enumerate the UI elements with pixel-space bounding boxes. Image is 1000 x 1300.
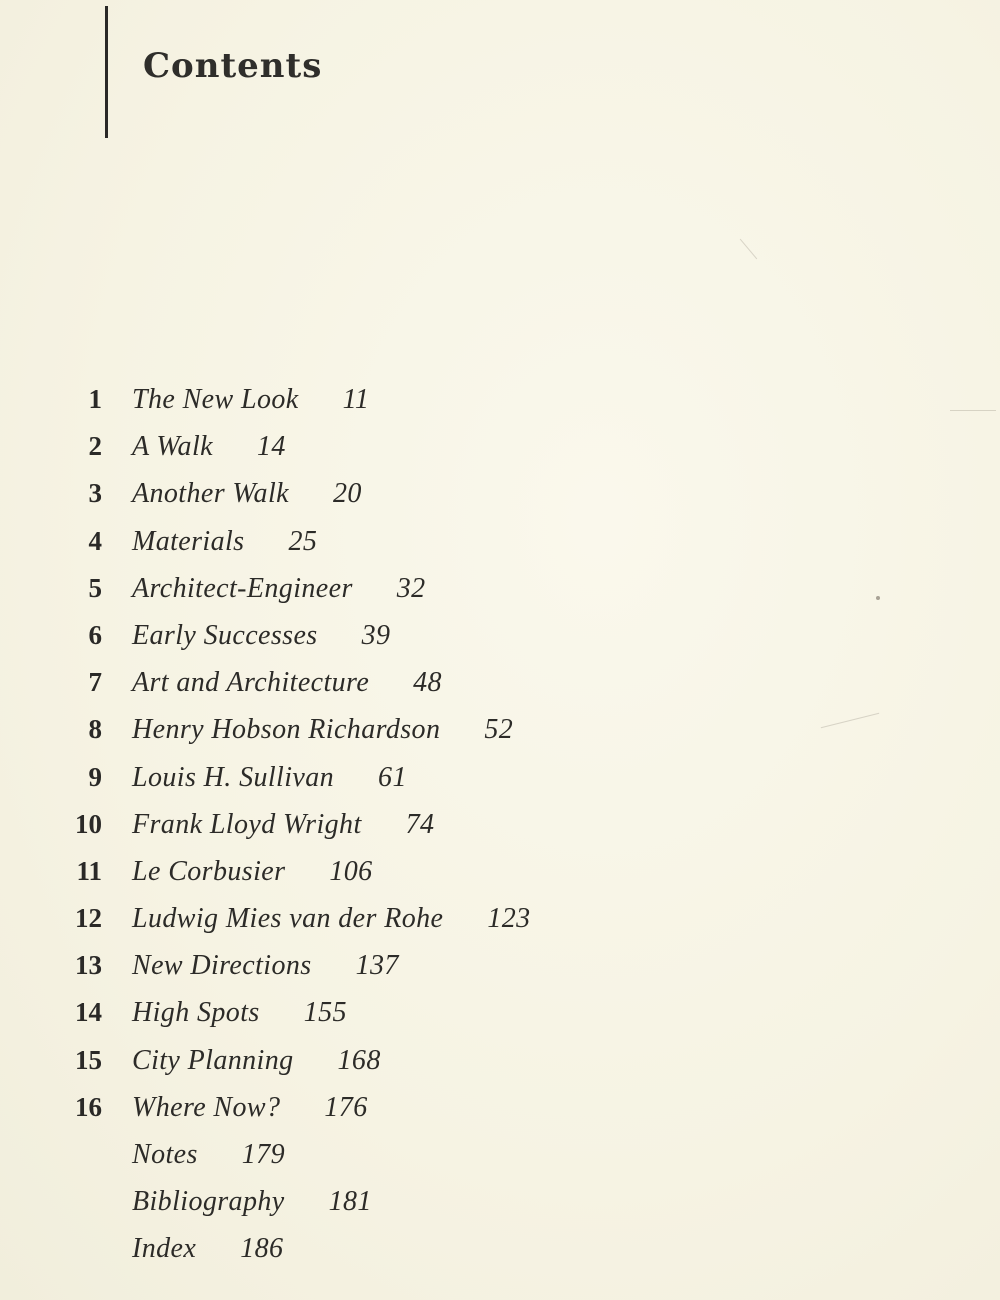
chapter-title: New Directions bbox=[132, 950, 312, 982]
chapter-number: 16 bbox=[75, 1091, 102, 1122]
page-number: 61 bbox=[378, 761, 407, 793]
toc-entry[interactable] bbox=[60, 848, 660, 895]
chapter-title: Where Now? bbox=[132, 1091, 281, 1123]
chapter-number: 1 bbox=[88, 384, 102, 414]
toc-entry[interactable] bbox=[60, 376, 660, 423]
page-number: 176 bbox=[324, 1091, 368, 1123]
toc-entry[interactable] bbox=[60, 1225, 660, 1272]
page-number: 11 bbox=[342, 384, 370, 415]
chapter-title: Early Successes bbox=[132, 619, 318, 651]
chapter-number: 6 bbox=[88, 619, 102, 650]
paper-mark bbox=[950, 410, 996, 411]
vertical-rule bbox=[105, 6, 108, 138]
chapter-number: 2 bbox=[88, 431, 102, 462]
chapter-title: A Walk bbox=[132, 431, 213, 463]
page-number: 179 bbox=[241, 1139, 285, 1170]
page-number: 39 bbox=[361, 619, 391, 651]
page-number: 168 bbox=[337, 1044, 381, 1076]
chapter-title: Bibliography bbox=[132, 1186, 285, 1218]
page-number: 155 bbox=[303, 997, 347, 1029]
chapter-title: Another Walk bbox=[132, 478, 289, 510]
toc-entry[interactable] bbox=[60, 470, 660, 517]
chapter-title: The New Look bbox=[132, 384, 299, 415]
toc-entry[interactable] bbox=[60, 565, 660, 612]
page-number: 106 bbox=[329, 855, 373, 887]
chapter-number: 12 bbox=[75, 903, 102, 934]
toc-entry[interactable] bbox=[60, 942, 660, 989]
toc-entry[interactable] bbox=[60, 895, 660, 942]
toc-entry[interactable] bbox=[60, 423, 660, 470]
chapter-title: Architect-Engineer bbox=[132, 572, 353, 604]
chapter-title: Henry Hobson Richardson bbox=[132, 714, 441, 746]
page-number: 14 bbox=[256, 431, 286, 463]
chapter-number: 11 bbox=[76, 855, 102, 886]
chapter-title: Louis H. Sullivan bbox=[132, 761, 335, 793]
toc-entry[interactable] bbox=[60, 989, 660, 1036]
chapter-number: 9 bbox=[88, 761, 102, 792]
toc-entry[interactable] bbox=[60, 659, 660, 706]
paper-mark bbox=[740, 239, 757, 260]
chapter-number: 10 bbox=[75, 808, 102, 839]
page-number: 186 bbox=[240, 1233, 284, 1265]
page-number: 123 bbox=[487, 903, 531, 935]
chapter-number: 5 bbox=[88, 572, 102, 603]
chapter-number: 14 bbox=[75, 997, 102, 1028]
toc-entry[interactable] bbox=[60, 1084, 660, 1131]
toc-entry[interactable] bbox=[60, 801, 660, 848]
toc-entry[interactable] bbox=[60, 612, 660, 659]
page-number: 20 bbox=[332, 478, 362, 510]
page-number: 25 bbox=[288, 525, 318, 557]
chapter-title: Le Corbusier bbox=[132, 855, 286, 887]
chapter-title: Materials bbox=[132, 525, 245, 557]
chapter-number: 4 bbox=[88, 525, 102, 556]
paper-mark bbox=[876, 596, 880, 600]
chapter-title: City Planning bbox=[132, 1044, 294, 1076]
chapter-title: Notes bbox=[132, 1139, 198, 1170]
chapter-title: High Spots bbox=[132, 997, 260, 1029]
toc-entry[interactable] bbox=[60, 1131, 660, 1178]
page-number: 137 bbox=[355, 950, 399, 982]
paper-mark bbox=[821, 713, 879, 728]
toc-entry[interactable] bbox=[60, 1178, 660, 1225]
chapter-number: 13 bbox=[75, 950, 102, 981]
page-number: 52 bbox=[484, 714, 514, 746]
chapter-title: Frank Lloyd Wright bbox=[132, 808, 362, 840]
chapter-title: Art and Architecture bbox=[132, 667, 370, 699]
toc-entry[interactable] bbox=[60, 518, 660, 565]
chapter-number: 3 bbox=[88, 478, 102, 509]
chapter-number: 15 bbox=[75, 1044, 102, 1075]
toc-entry[interactable] bbox=[60, 706, 660, 753]
page-title: Contents bbox=[143, 46, 323, 86]
page-number: 74 bbox=[405, 808, 435, 840]
page-number: 181 bbox=[328, 1186, 372, 1218]
table-of-contents bbox=[60, 376, 660, 1273]
page-number: 32 bbox=[396, 572, 426, 604]
toc-entry[interactable] bbox=[60, 1037, 660, 1084]
page-number: 48 bbox=[413, 667, 442, 699]
toc-entry[interactable] bbox=[60, 754, 660, 801]
chapter-number: 8 bbox=[88, 714, 102, 745]
chapter-title: Index bbox=[132, 1233, 197, 1265]
chapter-number: 7 bbox=[88, 667, 102, 698]
chapter-title: Ludwig Mies van der Rohe bbox=[132, 903, 444, 935]
